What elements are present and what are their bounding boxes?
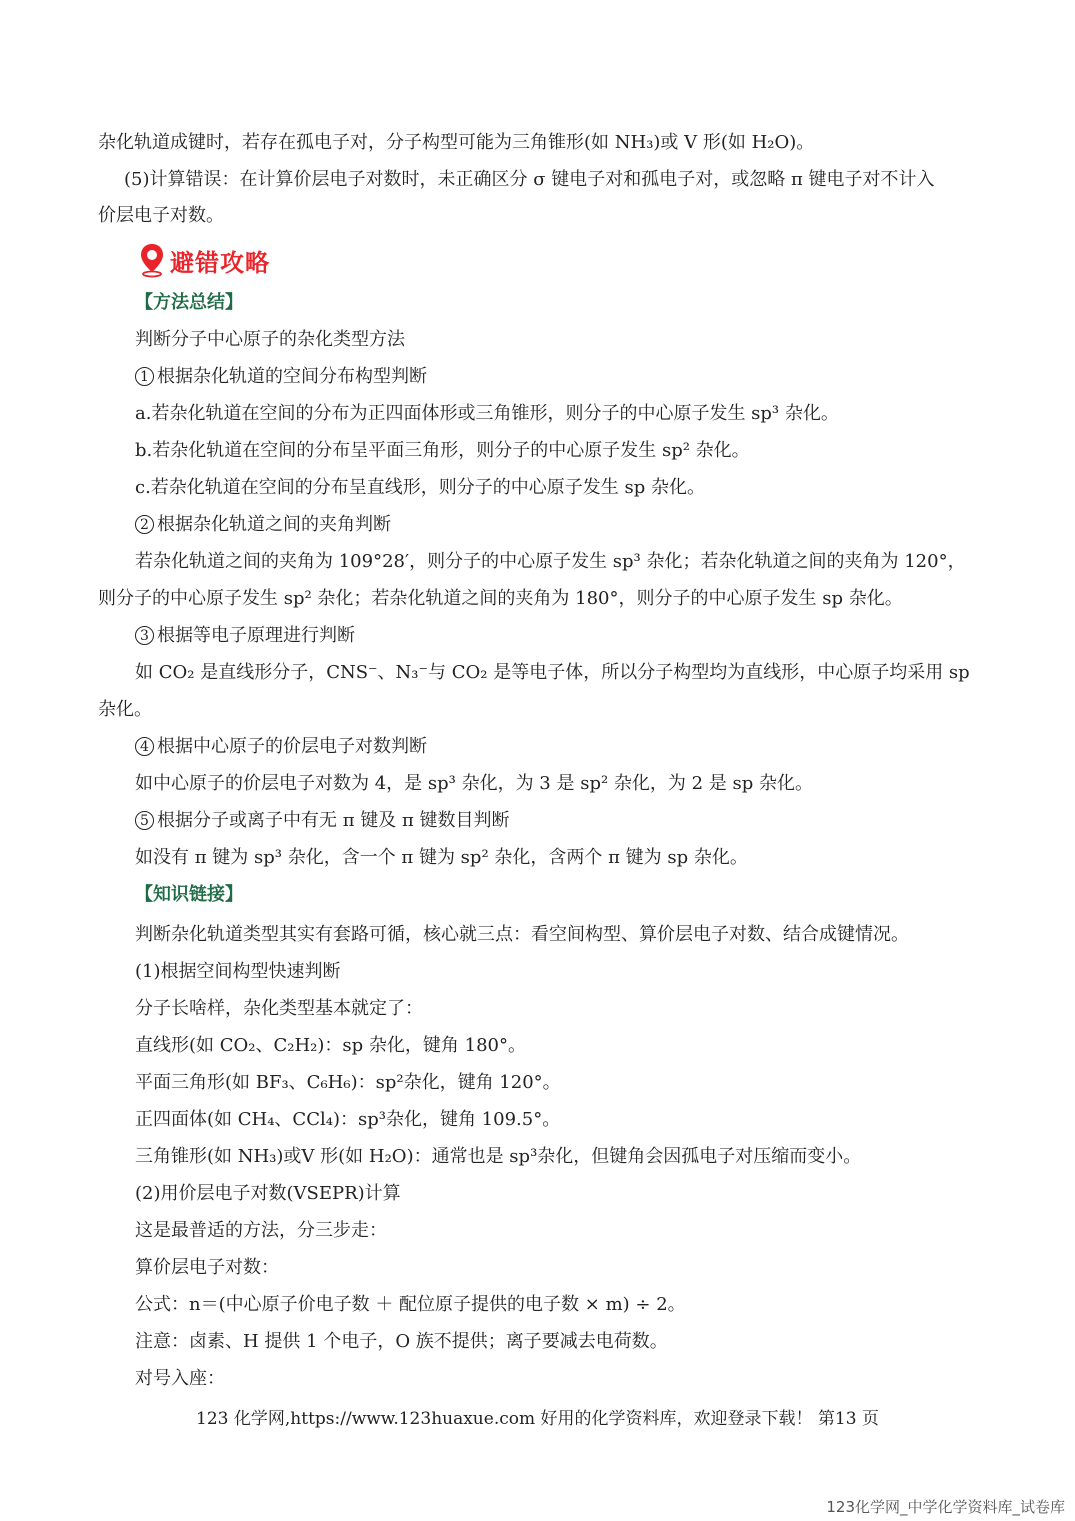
text-line: 对号入座：	[135, 1368, 225, 1389]
circled-number: 2	[135, 515, 154, 534]
list-item-text: 根据杂化轨道之间的夹角判断	[157, 514, 391, 535]
text-line: a.若杂化轨道在空间的分布为正四面体形或三角锥形，则分子的中心原子发生 sp³ 杂化。	[135, 403, 839, 424]
list-item	[135, 734, 427, 760]
text-line: 正四面体(如 CH₄、CCl₄)：sp³杂化，键角 109.5°。	[135, 1109, 561, 1130]
text-line: (2)用价层电子对数(VSEPR)计算	[135, 1183, 401, 1204]
text-line: 杂化轨道成键时，若存在孤电子对，分子构型可能为三角锥形(如 NH₃)或 V 形(如 H₂O)。	[98, 132, 815, 153]
text-line: (5)计算错误：在计算价层电子对数时，未正确区分 σ 键电子对和孤电子对，或忽略 π 键电子对不计入	[124, 169, 935, 190]
text-line: (1)根据空间构型快速判断	[135, 961, 341, 982]
text-line: 价层电子对数。	[98, 205, 224, 226]
text-line: 平面三角形(如 BF₃、C₆H₆)：sp²杂化，键角 120°。	[135, 1072, 561, 1093]
text-line: c.若杂化轨道在空间的分布呈直线形，则分子的中心原子发生 sp 杂化。	[135, 477, 706, 498]
section-title-knowledge: 【知识链接】	[135, 884, 243, 905]
circled-number: 4	[135, 737, 154, 756]
list-item	[135, 623, 355, 649]
list-item-text: 根据杂化轨道的空间分布构型判断	[157, 366, 427, 387]
list-item-text: 根据等电子原理进行判断	[157, 625, 355, 646]
header-title: 避错攻略	[170, 247, 270, 277]
text-line: b.若杂化轨道在空间的分布呈平面三角形，则分子的中心原子发生 sp² 杂化。	[135, 440, 750, 461]
circled-number: 1	[135, 367, 154, 386]
text-line: 若杂化轨道之间的夹角为 109°28′，则分子的中心原子发生 sp³ 杂化；若杂化轨道之间的夹角为 120°，	[135, 551, 966, 572]
brand-watermark: 123化学网_中学化学资料库_试卷库	[826, 1498, 1065, 1516]
text-line: 如中心原子的价层电子对数为 4，是 sp³ 杂化，为 3 是 sp² 杂化，为 2 是 sp 杂化。	[135, 773, 814, 794]
text-line: 则分子的中心原子发生 sp² 杂化；若杂化轨道之间的夹角为 180°，则分子的中心原子发生 sp 杂化。	[98, 588, 903, 609]
text-line: 注意：卤素、H 提供 1 个电子，O 族不提供；离子要减去电荷数。	[135, 1331, 668, 1352]
circled-number: 5	[135, 811, 154, 830]
text-line: 这是最普适的方法，分三步走：	[135, 1220, 387, 1241]
location-pin-icon	[138, 242, 166, 278]
page-footer: 123 化学网,https://www.123huaxue.com 好用的化学资料库，欢迎登录下载！ 第13 页	[196, 1409, 879, 1429]
list-item-text: 根据中心原子的价层电子对数判断	[157, 736, 427, 757]
text-line: 如没有 π 键为 sp³ 杂化，含一个 π 键为 sp² 杂化，含两个 π 键为 sp 杂化。	[135, 847, 748, 868]
section-title-method: 【方法总结】	[135, 292, 243, 313]
text-line: 公式：n＝(中心原子价电子数 ＋ 配位原子提供的电子数 × m) ÷ 2。	[135, 1294, 686, 1315]
circled-number: 3	[135, 626, 154, 645]
section-header	[138, 240, 270, 280]
text-line: 判断分子中心原子的杂化类型方法	[135, 329, 405, 350]
text-line: 算价层电子对数：	[135, 1257, 279, 1278]
text-line: 三角锥形(如 NH₃)或V 形(如 H₂O)：通常也是 sp³杂化，但键角会因孤电子对压缩而变小。	[135, 1146, 862, 1167]
text-line: 直线形(如 CO₂、C₂H₂)：sp 杂化，键角 180°。	[135, 1035, 526, 1056]
list-item	[135, 512, 391, 538]
text-line: 如 CO₂ 是直线形分子，CNS⁻、N₃⁻与 CO₂ 是等电子体，所以分子构型均为直线形，中心原子均采用 sp	[135, 662, 970, 683]
list-item	[135, 364, 427, 390]
text-line: 杂化。	[98, 699, 152, 720]
text-line: 分子长啥样，杂化类型基本就定了：	[135, 998, 423, 1019]
list-item	[135, 808, 510, 834]
list-item-text: 根据分子或离子中有无 π 键及 π 键数目判断	[157, 810, 510, 831]
text-line: 判断杂化轨道类型其实有套路可循，核心就三点：看空间构型、算价层电子对数、结合成键情况。	[135, 924, 909, 945]
